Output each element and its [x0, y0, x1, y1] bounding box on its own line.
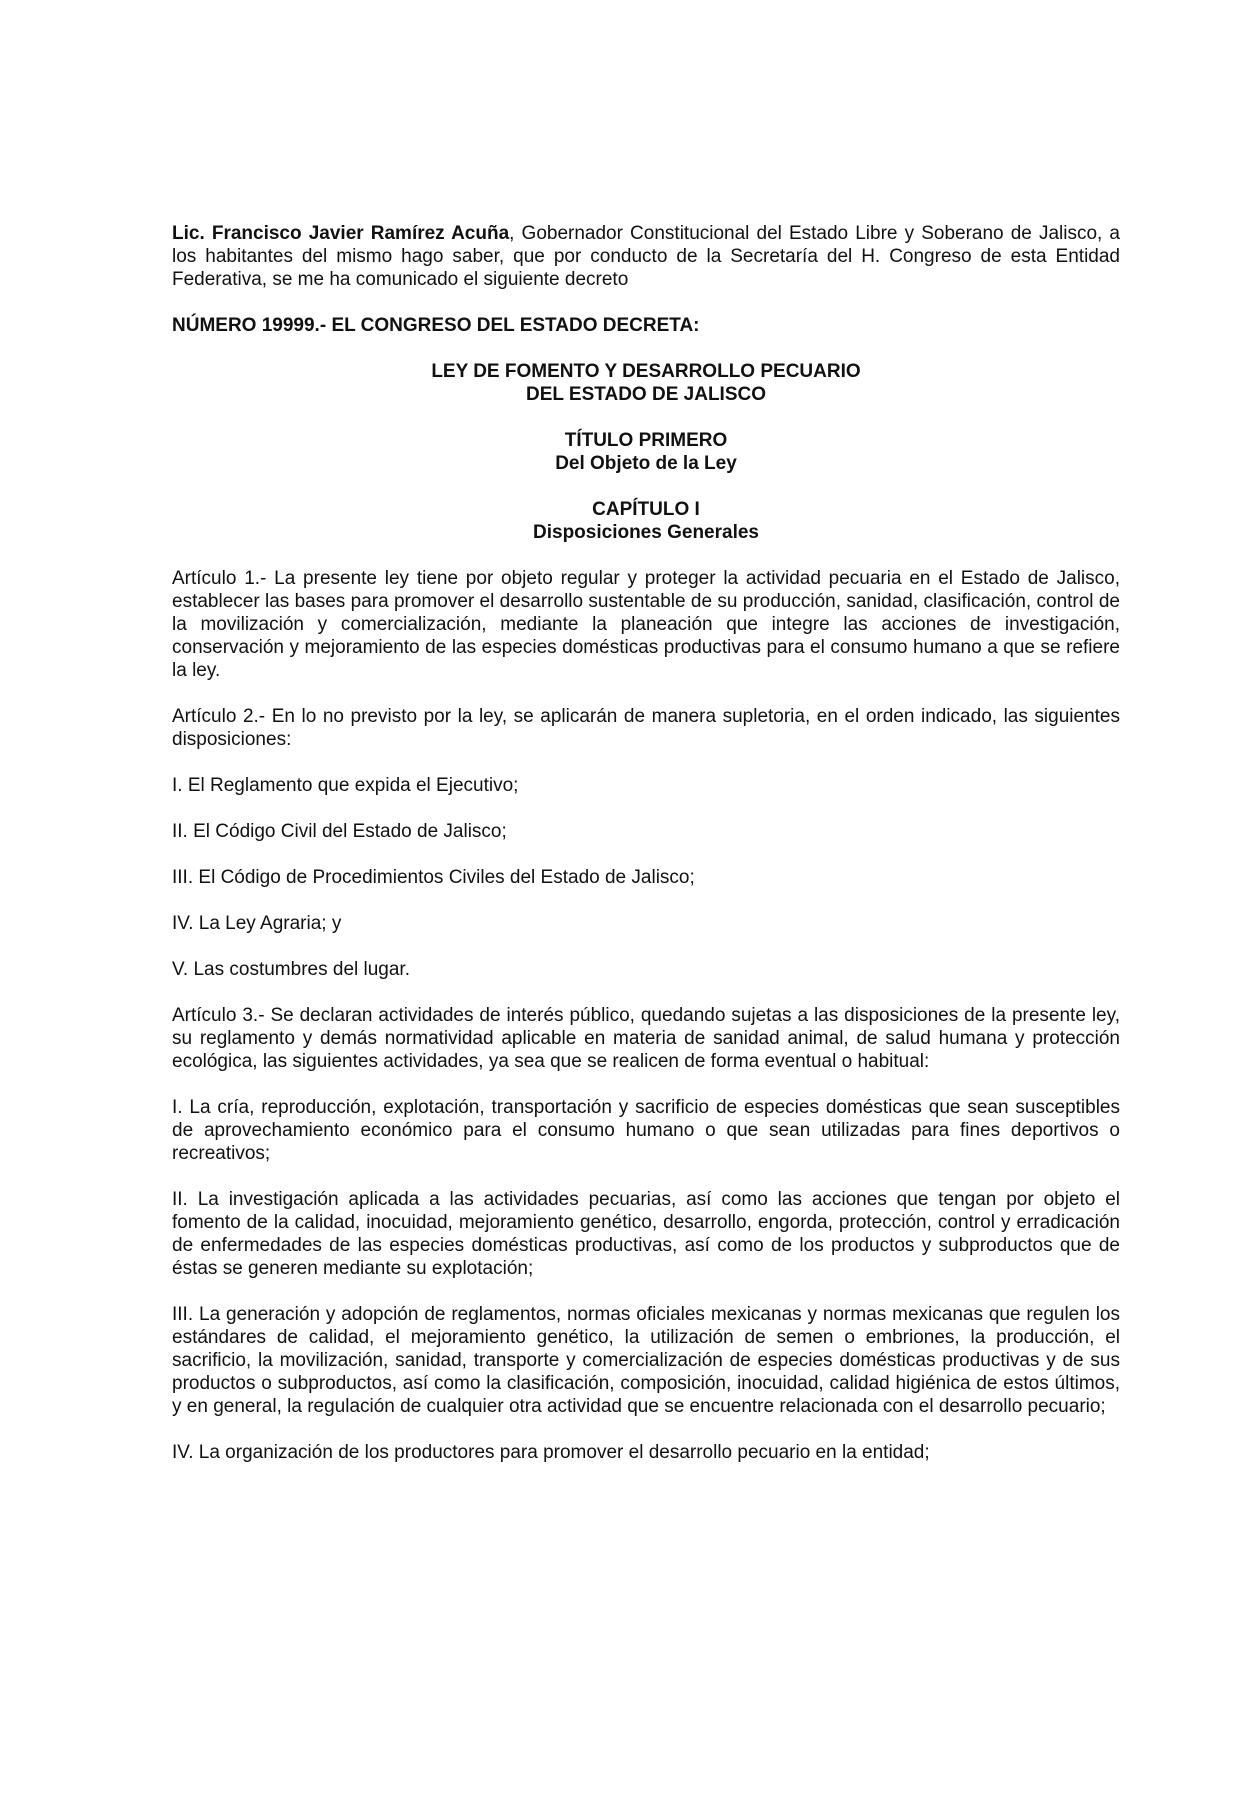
article-3-item: III. La generación y adopción de reglamentos, normas oficiales mexicanas y normas mexicanas que regulen los estándares de calidad, el mejoramiento genético, la utilización de semen o embriones, la producción, el sacrificio, la movilización, sanidad, transporte y comercialización de especies domésticas productivas y de sus productos o subproductos, así como la clasificación, composición, inocuidad, calidad higiénica de estos últimos, y en general, la regulación de cualquier otra actividad que se encuentre relacionada con el desarrollo pecuario;: [172, 1304, 1120, 1417]
title-subtitle: Del Objeto de la Ley: [555, 453, 737, 474]
chapter-subtitle: Disposiciones Generales: [533, 522, 759, 543]
title-heading: [172, 429, 1120, 475]
decree-number: NÚMERO 19999.- EL CONGRESO DEL ESTADO DECRETA:: [172, 315, 700, 336]
preamble-paragraph: [172, 222, 1120, 291]
chapter-label: CAPÍTULO I: [592, 499, 700, 520]
title-label: TÍTULO PRIMERO: [564, 430, 728, 451]
law-title-line2: DEL ESTADO DE JALISCO: [526, 384, 766, 405]
article-3-item: IV. La organización de los productores para promover el desarrollo pecuario en la entidad;: [172, 1442, 930, 1463]
article-2-item: IV. La Ley Agraria; y: [172, 913, 342, 934]
law-title: [172, 360, 1120, 406]
document-page: [172, 222, 1120, 1464]
article-2-item: III. El Código de Procedimientos Civiles del Estado de Jalisco;: [172, 867, 695, 888]
article-2-intro: Artículo 2.- En lo no previsto por la ley, se aplicarán de manera supletoria, en el orden indicado, las siguientes disposiciones:: [172, 706, 1120, 750]
article-2-item: V. Las costumbres del lugar.: [172, 959, 410, 980]
article-3-item: I. La cría, reproducción, explotación, transportación y sacrificio de especies domésticas que sean susceptibles de aprovechamiento económico para el consumo humano o que sean utilizadas para fines deportivos o recreativos;: [172, 1097, 1120, 1164]
article-2-item: I. El Reglamento que expida el Ejecutivo;: [172, 775, 519, 796]
article-3-intro: Artículo 3.- Se declaran actividades de interés público, quedando sujetas a las disposiciones de la presente ley, su reglamento y demás normatividad aplicable en materia de sanidad animal, de salud humana y protección ecológica, las siguientes actividades, ya sea que se realicen de forma eventual o habitual:: [172, 1005, 1120, 1072]
article-2-item: II. El Código Civil del Estado de Jalisco;: [172, 821, 507, 842]
article-1: Artículo 1.- La presente ley tiene por objeto regular y proteger la actividad pecuaria en el Estado de Jalisco, establecer las bases para promover el desarrollo sustentable de su producción, sanidad, clasificación, control de la movilización y comercialización, mediante la planeación que integre las acciones de investigación, conservación y mejoramiento de las especies domésticas productivas para el consumo humano a que se refiere la ley.: [172, 568, 1120, 681]
law-title-line1: LEY DE FOMENTO Y DESARROLLO PECUARIO: [431, 361, 861, 382]
chapter-heading: [172, 498, 1120, 544]
governor-name: Lic. Francisco Javier Ramírez Acuña: [172, 223, 510, 244]
article-3-item: II. La investigación aplicada a las actividades pecuarias, así como las acciones que tengan por objeto el fomento de la calidad, inocuidad, mejoramiento genético, desarrollo, engorda, protección, control y erradicación de enfermedades de las especies domésticas productivas, así como de los productos y subproductos que de éstas se generen mediante su explotación;: [172, 1189, 1120, 1279]
preamble-text: , Gobernador Constitucional del Estado Libre y Soberano de Jalisco, a los habitantes del mismo hago saber, que por conducto de la Secretaría del H. Congreso de esta Entidad Federativa, se me ha comunicado el siguiente decreto: [172, 223, 1120, 290]
